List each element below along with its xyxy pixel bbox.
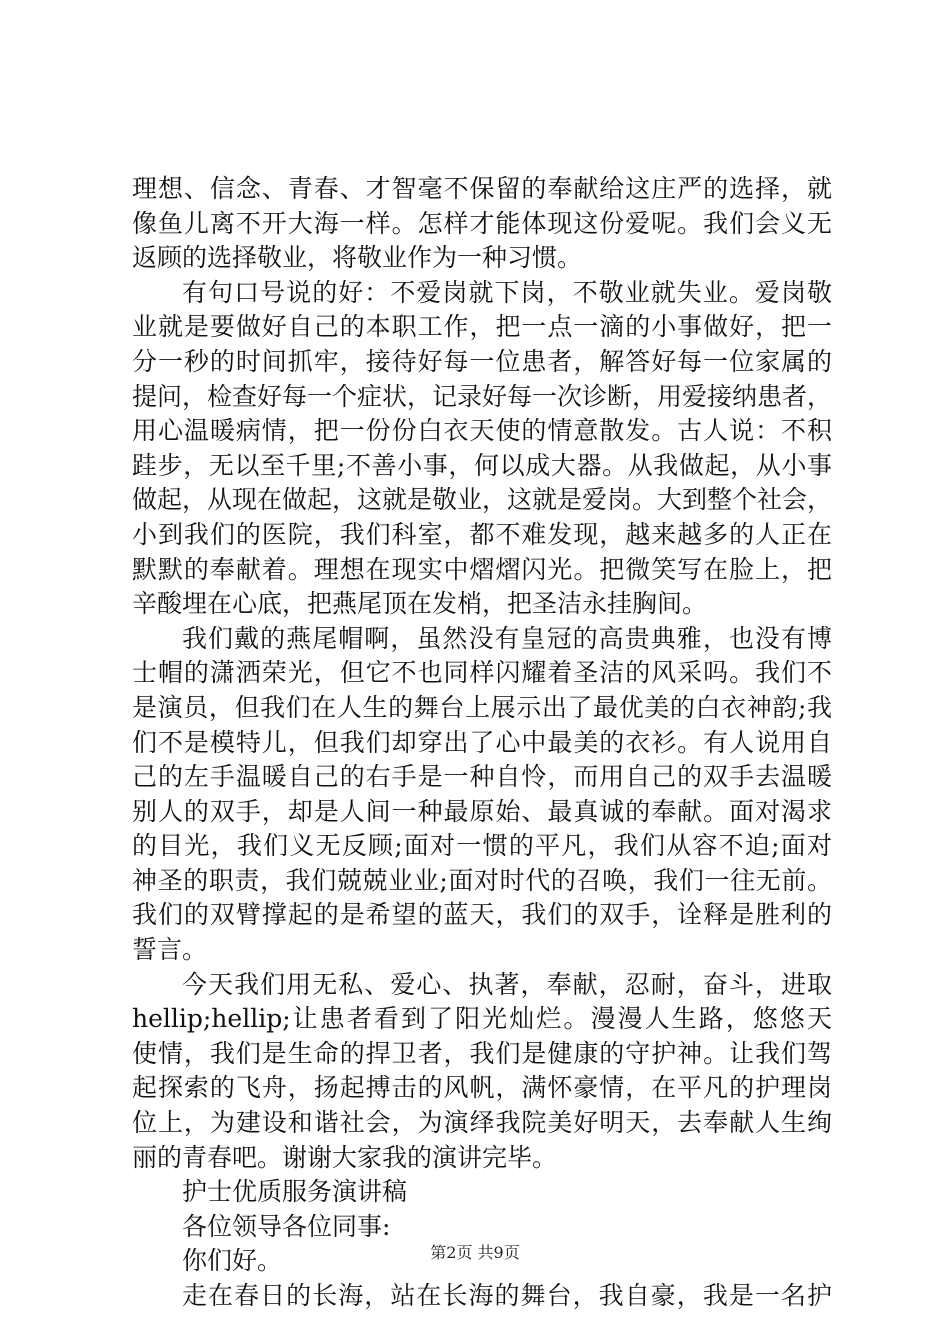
text-line: 今天我们用无私、爱心、执著，奉献，忍耐，奋斗，进取 — [182, 969, 832, 999]
text-line: 起探索的飞舟，扬起搏击的风帆，满怀豪情，在平凡的护理岗 — [132, 1073, 832, 1103]
text-line: 己的左手温暖自己的右手是一种自怜，而用自己的双手去温暖 — [132, 762, 832, 792]
text-line: 用心温暖病情，把一份份白衣天使的情意散发。古人说：不积 — [132, 416, 832, 446]
text-line: 分一秒的时间抓牢，接待好每一位患者，解答好每一位家属的 — [132, 346, 832, 376]
text-line: hellip;hellip;让患者看到了阳光灿烂。漫漫人生路，悠悠天 — [132, 1004, 832, 1034]
text-line: 的目光，我们义无反顾;面对一惯的平凡，我们从容不迫;面对 — [132, 831, 832, 861]
text-line: 你们好。 — [182, 1246, 283, 1276]
page-footer: 第2页 共9页 — [430, 1243, 520, 1262]
text-line: 使情，我们是生命的捍卫者，我们是健康的守护神。让我们驾 — [132, 1038, 832, 1068]
text-line: 们不是模特儿，但我们却穿出了心中最美的衣衫。有人说用自 — [132, 727, 832, 757]
text-line: 返顾的选择敬业，将敬业作为一种习惯。 — [132, 243, 583, 273]
text-line: 理想、信念、青春、才智毫不保留的奉献给这庄严的选择，就 — [132, 174, 832, 203]
text-line: 丽的青春吧。谢谢大家我的演讲完毕。 — [132, 1142, 558, 1172]
text-line: 提问，检查好每一个症状，记录好每一次诊断，用爱接纳患者， — [132, 381, 832, 411]
text-line: 神圣的职责，我们兢兢业业;面对时代的召唤，我们一往无前。 — [132, 865, 832, 895]
text-line: 小到我们的医院，我们科室，都不难发现，越来越多的人正在 — [132, 519, 832, 549]
text-line: 业就是要做好自己的本职工作，把一点一滴的小事做好，把一 — [132, 312, 832, 342]
text-line: 誓言。 — [132, 935, 208, 965]
text-line: 我们的双臂撑起的是希望的蓝天，我们的双手，诠释是胜利的 — [132, 900, 832, 930]
text-line: 别人的双手，却是人间一种最原始、最真诚的奉献。面对渴求 — [132, 796, 832, 826]
text-line: 士帽的潇洒荣光，但它不也同样闪耀着圣洁的风采吗。我们不 — [132, 658, 832, 688]
text-line: 像鱼儿离不开大海一样。怎样才能体现这份爱呢。我们会义无 — [132, 208, 832, 238]
text-line: 有句口号说的好：不爱岗就下岗，不敬业就失业。爱岗敬 — [182, 277, 832, 307]
document-body — [132, 172, 832, 1314]
text-line: 辛酸埋在心底，把燕尾顶在发梢，把圣洁永挂胸间。 — [132, 589, 708, 619]
text-line: 各位领导各位同事: — [182, 1211, 391, 1241]
text-line: 做起，从现在做起，这就是敬业，这就是爱岗。大到整个社会， — [132, 485, 832, 515]
text-line: 我们戴的燕尾帽啊，虽然没有皇冠的高贵典雅，也没有博 — [182, 623, 832, 653]
text-line: 是演员，但我们在人生的舞台上展示出了最优美的白衣神韵;我 — [132, 692, 832, 722]
text-line: 走在春日的长海，站在长海的舞台，我自豪，我是一名护 — [182, 1281, 832, 1310]
text-line: 跬步，无以至千里;不善小事，何以成大器。从我做起，从小事 — [132, 450, 832, 480]
text-line: 护士优质服务演讲稿 — [182, 1177, 408, 1207]
text-line: 默默的奉献着。理想在现实中熠熠闪光。把微笑写在脸上，把 — [132, 554, 832, 584]
text-line: 位上，为建设和谐社会，为演绎我院美好明天，去奉献人生绚 — [132, 1108, 832, 1138]
